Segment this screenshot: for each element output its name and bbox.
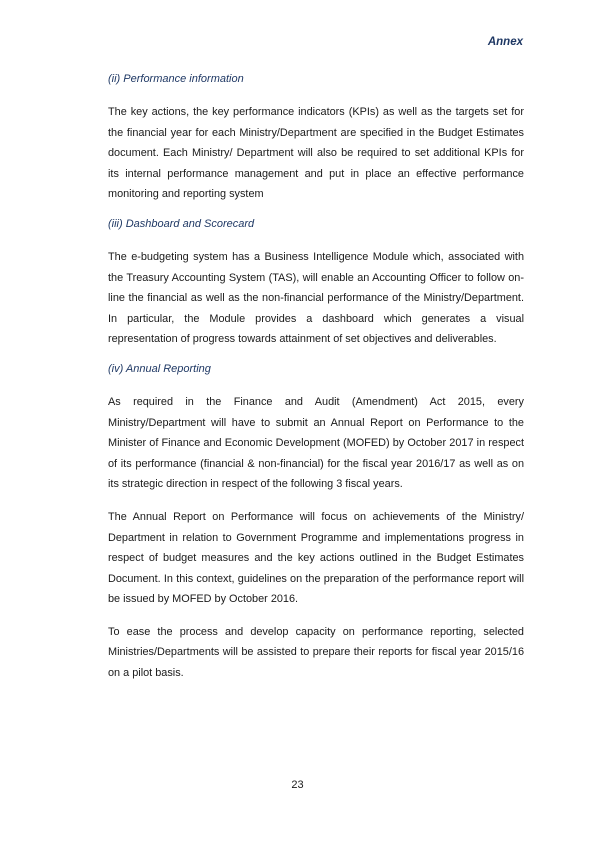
section-heading-dashboard-scorecard: (iii) Dashboard and Scorecard bbox=[108, 217, 255, 230]
paragraph-annual-report-focus: The Annual Report on Performance will focus on achievements of the Ministry/ Department in relation to Government Programme and implementations progress in respect of budget measures and the key actions outlined in the Budget Estimates Document. In this context, guidelines on the preparation of the performance report will be issued by MOFED by October 2016. bbox=[108, 510, 524, 606]
document-body bbox=[108, 71, 524, 684]
page-number: 23 bbox=[291, 779, 304, 791]
paragraph-performance-information: The key actions, the key performance indicators (KPIs) as well as the targets set for the financial year for each Ministry/Department are specified in the Budget Estimates document. Each Ministry/ Department will also be required to set additional KPIs for its internal performance management and put in place an effective performance monitoring and reporting system bbox=[108, 106, 524, 201]
section-heading-performance-information: (ii) Performance information bbox=[108, 73, 244, 85]
section-heading-annual-reporting: (iv) Annual Reporting bbox=[108, 362, 211, 375]
paragraph-dashboard-scorecard: The e-budgeting system has a Business Intelligence Module which, associated with the Treasury Accounting System (TAS), will enable an Accounting Officer to follow on-line the financial as well as the non-financial performance of the Ministry/Department. In particular, the Module provides a dashboard which generates a visual representation of progress towards attainment of set objectives and deliverables. bbox=[108, 250, 524, 346]
paragraph-pilot-basis: To ease the process and develop capacity on performance reporting, selected Ministries/Departments will be assisted to prepare their reports for fiscal year 2015/16 on a pilot basis. bbox=[108, 625, 524, 680]
annex-label: Annex bbox=[487, 36, 523, 48]
paragraph-annual-reporting-requirement: As required in the Finance and Audit (Amendment) Act 2015, every Ministry/Department will have to submit an Annual Report on Performance to the Minister of Finance and Economic Development (MOFED) by October 2017 in respect of its performance (financial & non-financial) for the fiscal year 2016/17 as well as on its strategic direction in respect of the following 3 fiscal years. bbox=[108, 395, 524, 491]
